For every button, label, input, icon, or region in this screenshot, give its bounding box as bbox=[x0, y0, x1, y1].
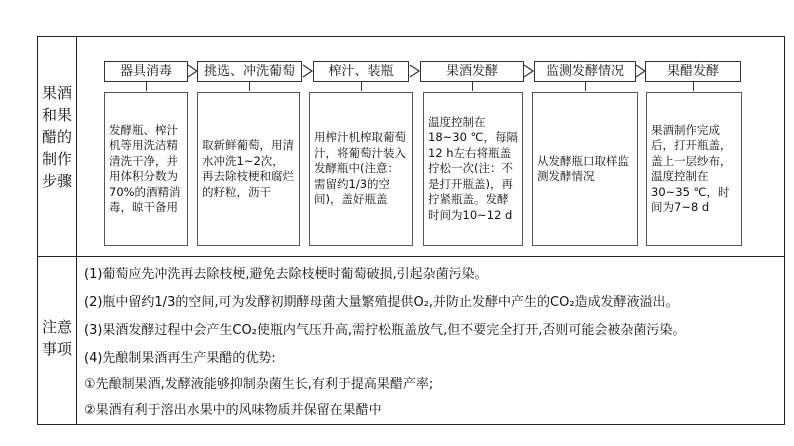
step-box-1: 器具消毒 bbox=[104, 61, 188, 82]
arrow-icon bbox=[302, 63, 314, 79]
step-description-text: 用榨汁机榨取葡萄汁，将葡萄汁装入发酵瓶中(注意：需留约1/3的空间)，盖好瓶盖 bbox=[314, 130, 406, 207]
connector-line bbox=[472, 82, 473, 91]
row-divider bbox=[37, 256, 785, 257]
note-line-6: ②果酒有利于溶出水果中的风味物质并保留在果醋中 bbox=[84, 403, 382, 418]
connector-line bbox=[361, 82, 362, 91]
step-box-2: 挑选、冲洗葡萄 bbox=[197, 61, 302, 82]
step-description-2 bbox=[197, 92, 300, 246]
note-line-4: (4)先酿制果酒再生产果醋的优势: bbox=[84, 351, 276, 366]
column-divider bbox=[76, 36, 77, 425]
step-description-3 bbox=[309, 92, 413, 246]
step-description-text: 发酵瓶、榨汁机等用洗洁精清洗干净，并用体积分数为70%的酒精消毒，晾干备用 bbox=[109, 122, 181, 214]
step-description-text: 果酒制作完成后，打开瓶盖，盖上一层纱布，温度控制在30~35 ℃，时间为7~8 d bbox=[651, 122, 732, 214]
step-description-1 bbox=[104, 92, 188, 246]
step-box-4: 果酒发酵 bbox=[420, 61, 524, 82]
connector-line bbox=[585, 82, 586, 91]
note-line-3: (3)果酒发酵过程中会产生CO₂使瓶内气压升高,需拧松瓶盖放气,但不要完全打开,否则可能会被杂菌污染。 bbox=[84, 323, 686, 338]
note-line-5: ①先酿制果酒,发酵液能够抑制杂菌生长,有利于提高果醋产率; bbox=[84, 377, 434, 392]
arrow-icon bbox=[187, 63, 199, 79]
note-line-1: (1)葡萄应先冲洗再去除枝梗,避免去除枝梗时葡萄破损,引起杂菌污染。 bbox=[84, 267, 488, 282]
step-box-6: 果醋发酵 bbox=[645, 61, 741, 82]
arrow-icon bbox=[409, 63, 421, 79]
connector-line bbox=[249, 82, 250, 91]
step-description-text: 温度控制在18~30 ℃，每隔12 h左右将瓶盖拧松一次(注：不是打开瓶盖)，再拧紧瓶盖。发酵时间为10~12 d bbox=[428, 114, 518, 222]
connector-line bbox=[693, 82, 694, 91]
note-line-2: (2)瓶中留约1/3的空间,可为发酵初期酵母菌大量繁殖提供O₂,并防止发酵中产生的CO₂造成发酵液溢出。 bbox=[84, 295, 679, 310]
step-description-text: 取新鲜葡萄，用清水冲洗1~2次，再去除枝梗和腐烂的籽粒，沥干 bbox=[202, 138, 294, 199]
step-box-5: 监测发酵情况 bbox=[534, 61, 636, 82]
step-box-3: 榨汁、装瓶 bbox=[313, 61, 409, 82]
connector-line bbox=[146, 82, 147, 91]
arrow-icon bbox=[635, 63, 647, 79]
step-description-6 bbox=[646, 92, 742, 246]
step-description-4 bbox=[423, 92, 523, 246]
arrow-icon bbox=[523, 63, 535, 79]
row-label-steps: 果酒和果醋的制作步骤 bbox=[41, 84, 72, 190]
row-label-notes: 注意事项 bbox=[41, 318, 72, 358]
step-description-text: 从发酵瓶口取样监测发酵情况 bbox=[537, 153, 629, 183]
step-description-5 bbox=[532, 92, 638, 246]
